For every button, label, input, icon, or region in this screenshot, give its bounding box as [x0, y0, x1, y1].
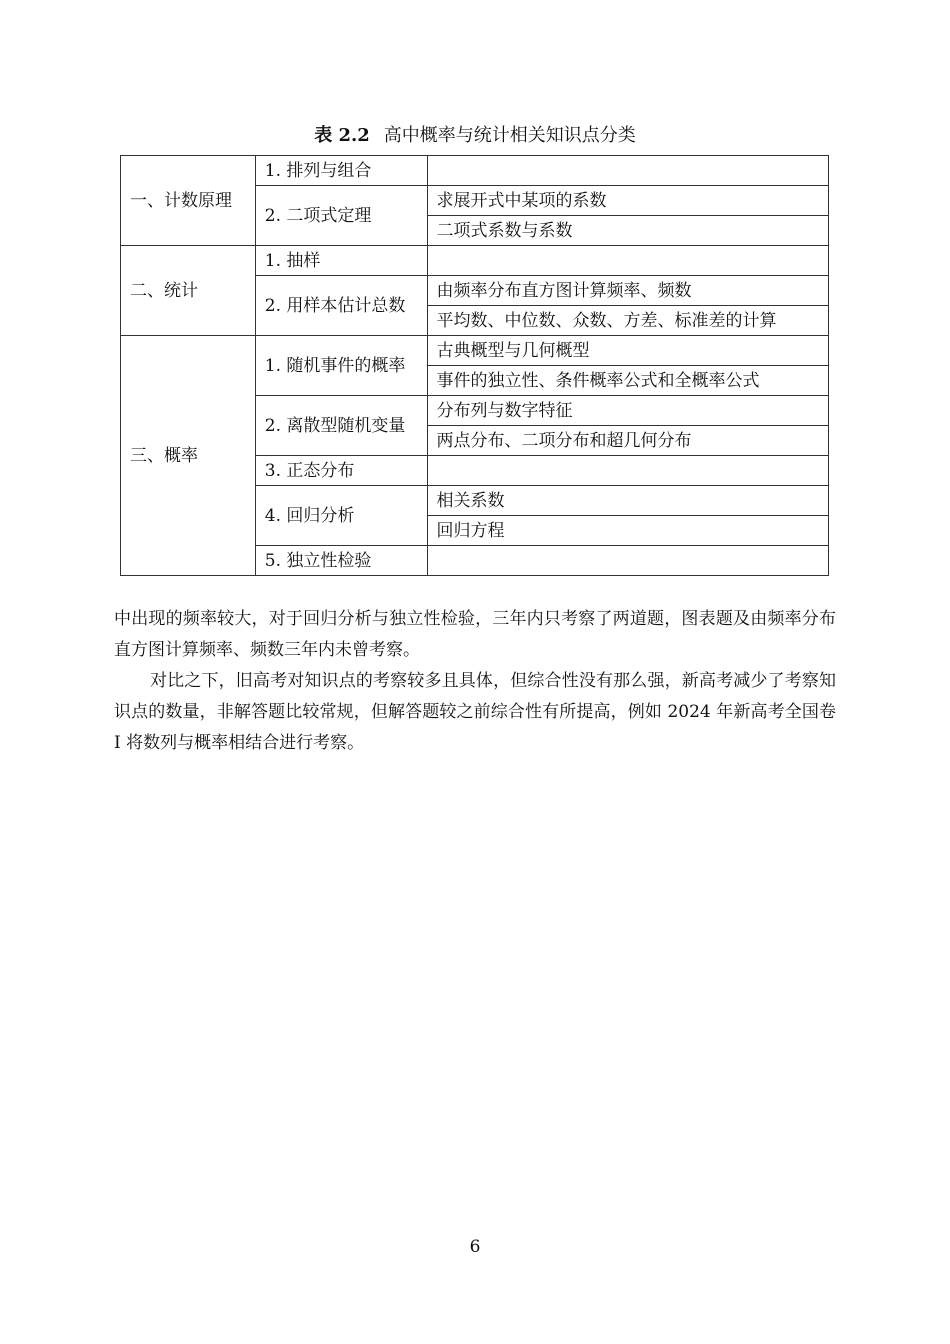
- point-cell: [427, 156, 828, 186]
- point-cell: [427, 546, 828, 576]
- topic-cell: 4. 回归分析: [255, 486, 427, 546]
- knowledge-table: [120, 155, 829, 576]
- topic-cell: 1. 抽样: [255, 246, 427, 276]
- topic-cell: 1. 随机事件的概率: [255, 336, 427, 396]
- topic-cell: 2. 用样本估计总数: [255, 276, 427, 336]
- point-cell: 分布列与数字特征: [427, 396, 828, 426]
- category-cell: 一、计数原理: [121, 156, 256, 246]
- point-cell: 相关系数: [427, 486, 828, 516]
- point-cell: [427, 456, 828, 486]
- table-row: [121, 246, 829, 276]
- point-cell: [427, 246, 828, 276]
- point-cell: 古典概型与几何概型: [427, 336, 828, 366]
- point-cell: 事件的独立性、条件概率公式和全概率公式: [427, 366, 828, 396]
- topic-cell: 1. 排列与组合: [255, 156, 427, 186]
- point-cell: 两点分布、二项分布和超几何分布: [427, 426, 828, 456]
- table-row: [121, 156, 829, 186]
- table-title: 高中概率与统计相关知识点分类: [383, 125, 636, 146]
- table-row: [121, 336, 829, 366]
- table-number: 表 2.2: [314, 125, 370, 146]
- table-caption: [0, 124, 950, 148]
- point-cell: 求展开式中某项的系数: [427, 186, 828, 216]
- page-number: 6: [469, 1237, 481, 1257]
- point-cell: 二项式系数与系数: [427, 216, 828, 246]
- point-cell: 由频率分布直方图计算频率、频数: [427, 276, 828, 306]
- paragraph-continued: 中出现的频率较大，对于回归分析与独立性检验，三年内只考察了两道题，图表题及由频率分布直方图计算频率、频数三年内未曾考察。: [114, 609, 836, 660]
- body-text: [114, 604, 836, 759]
- point-cell: 平均数、中位数、众数、方差、标准差的计算: [427, 306, 828, 336]
- category-cell: 三、概率: [121, 336, 256, 576]
- topic-cell: 2. 二项式定理: [255, 186, 427, 246]
- topic-cell: 3. 正态分布: [255, 456, 427, 486]
- topic-cell: 2. 离散型随机变量: [255, 396, 427, 456]
- paragraph: 对比之下，旧高考对知识点的考察较多且具体，但综合性没有那么强，新高考减少了考察知识点的数量，非解答题比较常规，但解答题较之前综合性有所提高，例如 2024 年新高考全国卷 I 将数列与概率相结合进行考察。: [114, 671, 836, 753]
- point-cell: 回归方程: [427, 516, 828, 546]
- topic-cell: 5. 独立性检验: [255, 546, 427, 576]
- category-cell: 二、统计: [121, 246, 256, 336]
